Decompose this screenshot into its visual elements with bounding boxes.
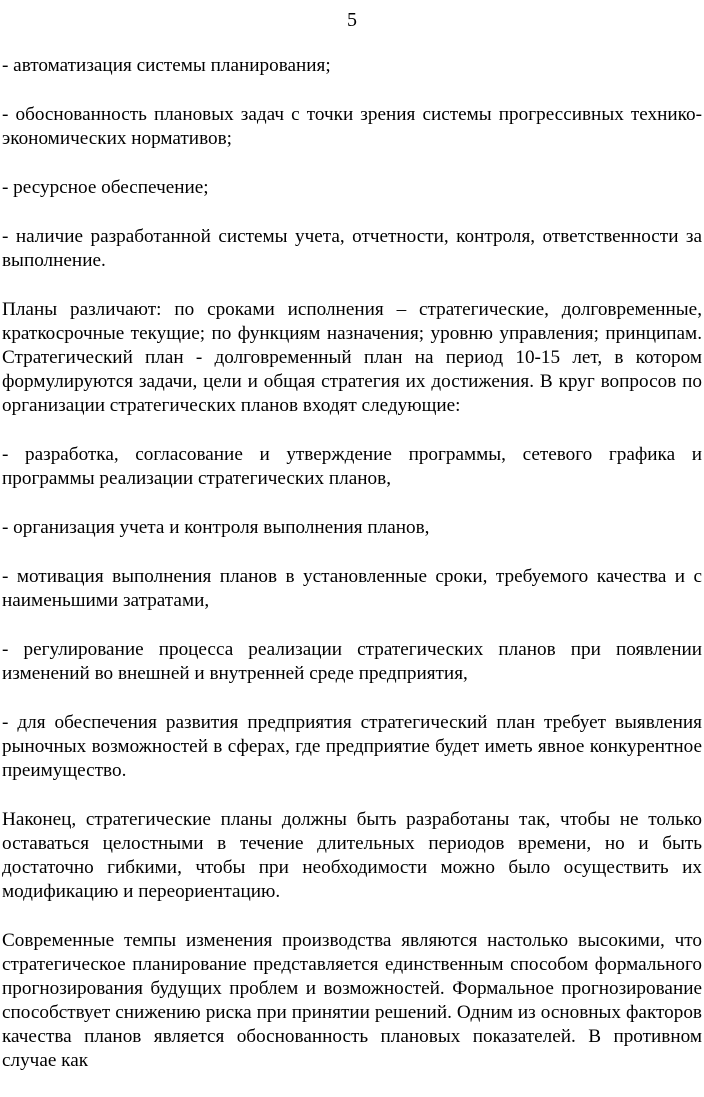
- list-item-resource-provision: - ресурсное обеспечение;: [2, 177, 209, 198]
- list-item-motivation: - мотивация выполнения планов в установленные сроки, требуемого качества и с наименьшими затратами,: [2, 566, 702, 611]
- paragraph-plan-types: Планы различают: по сроками исполнения – стратегические, долговременные, краткосрочные текущие; по функциям назначения; уровню управления; принципам. Стратегический план - долговременный план на период 10-15 лет, в котором формулируются задачи, цели и общая стратегия их достижения. В круг вопросов по организации стратегических планов входят следующие:: [2, 299, 702, 416]
- paragraph-forecasting: Современные темпы изменения производства являются настолько высокими, что стратегическое планирование представляется единственным способом формального прогнозирования будущих проблем и возможностей. Формальное прогнозирование способствует снижению риска при принятии решений. Одним из основных факторов качества планов является обоснованность плановых показателей. В противном случае как: [2, 930, 702, 1071]
- list-item-accounting-system: - наличие разработанной системы учета, отчетности, контроля, ответственности за выполнение.: [2, 226, 702, 271]
- page-number: 5: [347, 9, 357, 31]
- list-item-planning-automation: - автоматизация системы планирования;: [2, 55, 331, 76]
- list-item-plan-justification: - обоснованность плановых задач с точки зрения системы прогрессивных технико-экономических нормативов;: [2, 104, 702, 149]
- document-body: [2, 54, 702, 1097]
- list-item-regulation: - регулирование процесса реализации стратегических планов при появлении изменений во внешней и внутренней среде предприятия,: [2, 639, 702, 684]
- list-item-program-development: - разработка, согласование и утверждение программы, сетевого графика и программы реализации стратегических планов,: [2, 444, 702, 489]
- paragraph-flexibility: Наконец, стратегические планы должны быть разработаны так, чтобы не только оставаться целостными в течение длительных периодов времени, но и быть достаточно гибкими, чтобы при необходимости можно было осуществить их модификацию и переориентацию.: [2, 809, 702, 902]
- list-item-control-organization: - организация учета и контроля выполнения планов,: [2, 517, 430, 538]
- list-item-market-opportunities: - для обеспечения развития предприятия стратегический план требует выявления рыночных возможностей в сферах, где предприятие будет иметь явное конкурентное преимущество.: [2, 712, 702, 781]
